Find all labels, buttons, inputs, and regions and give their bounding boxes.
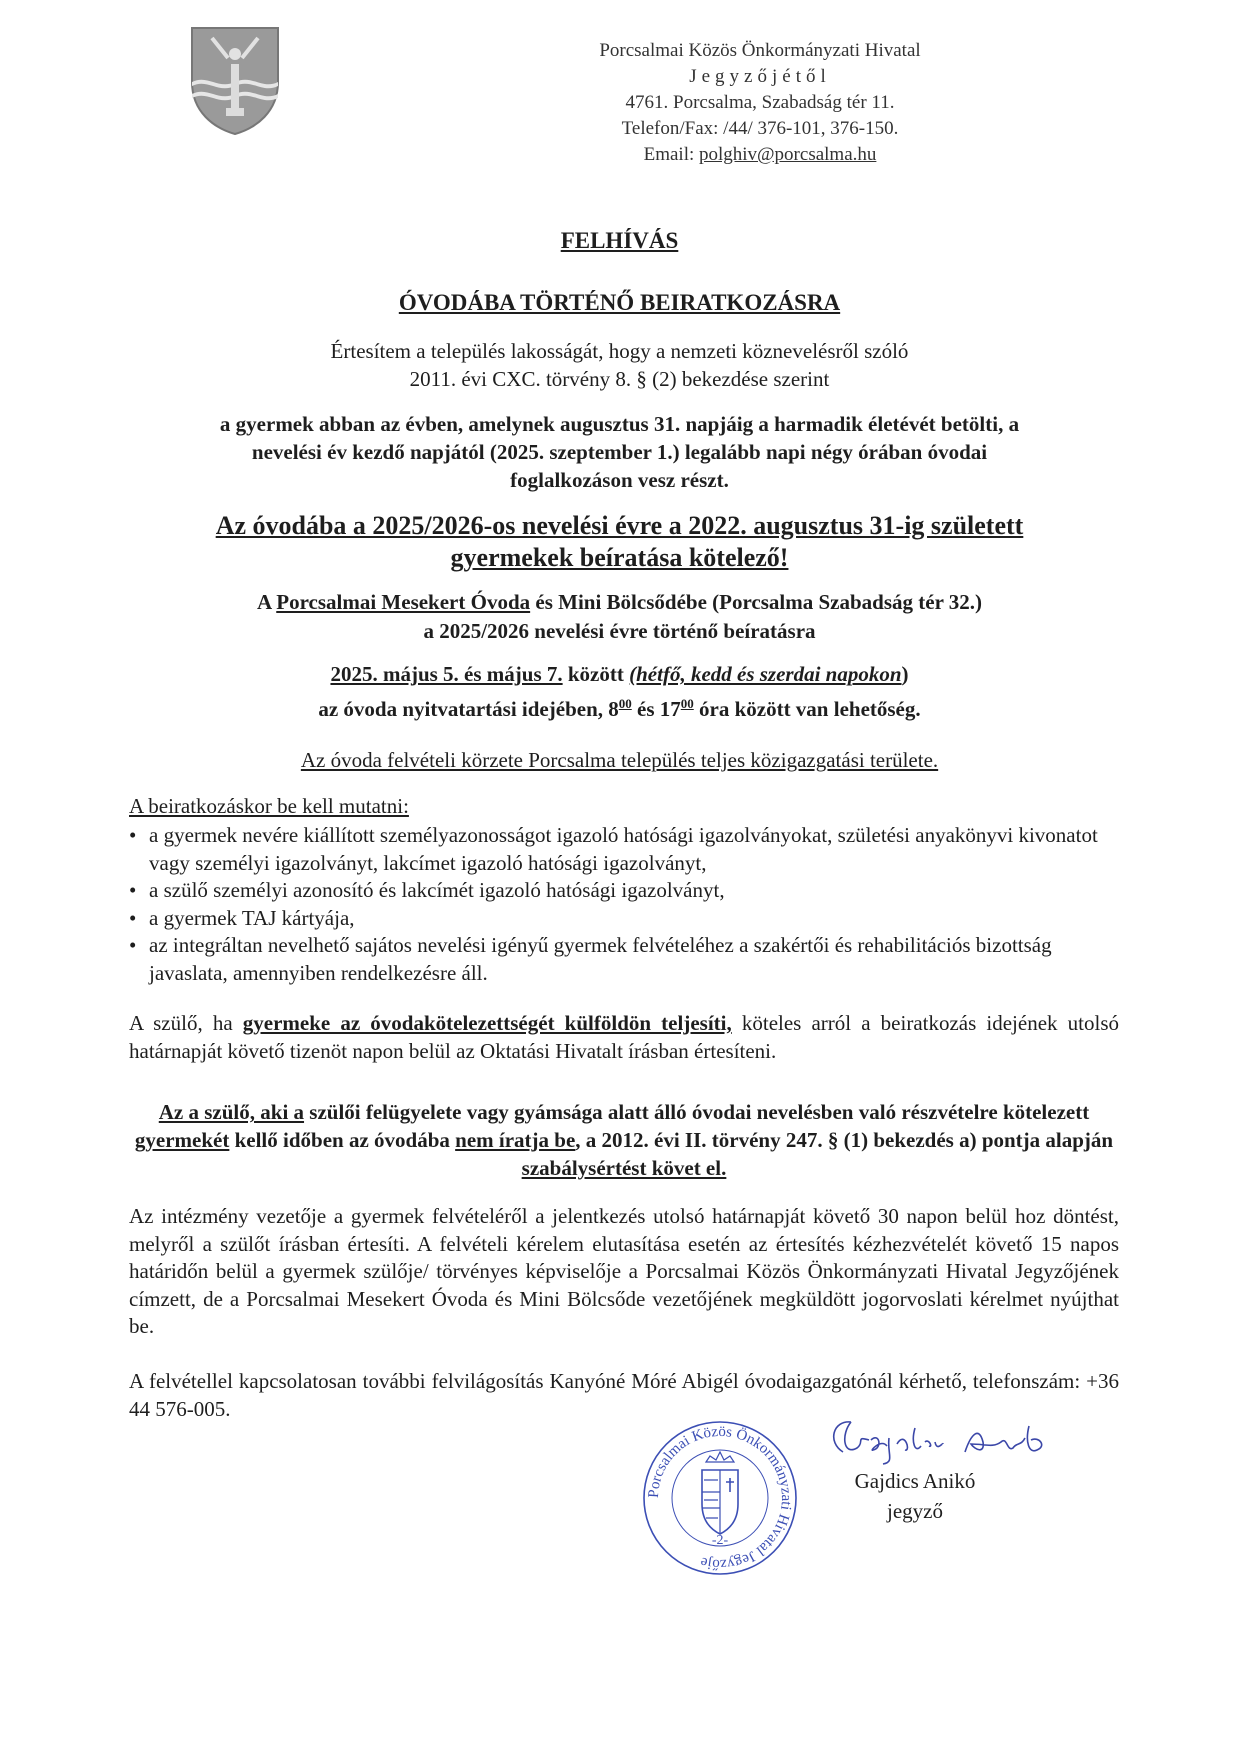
- rule-line-2: nevelési év kezdő napjától (2025. szeptember 1.) legalább napi négy órában óvodai: [251, 440, 988, 464]
- office-name: Porcsalmai Közös Önkormányzati Hivatal: [599, 40, 921, 61]
- office-from: Jegyzőjétől: [689, 66, 831, 87]
- email-link[interactable]: polghiv@porcsalma.hu: [699, 144, 877, 165]
- intro-line-2: 2011. évi CXC. törvény 8. § (2) bekezdése szerint: [409, 367, 830, 391]
- bullet-icon: •: [129, 878, 137, 902]
- office-email-line: [300, 142, 1220, 168]
- penalty-text-d: kellő időben az óvodába: [229, 1128, 456, 1152]
- mandatory-line-1: Az óvodába a 2025/2026-os nevelési évre a 2022. augusztus 31-ig született: [215, 511, 1024, 540]
- penalty-text-c: gyermekét: [134, 1128, 230, 1152]
- penalty-paragraph: [129, 1098, 1119, 1182]
- rule-paragraph: [0, 410, 1239, 494]
- rule-line-3: foglalkozáson vesz részt.: [510, 468, 729, 492]
- stamp-ring-text: Porcsalmai Közös Önkormányzati Hivatal Jegyzője: [645, 1423, 795, 1573]
- stamp-number: -2-: [711, 1533, 729, 1548]
- penalty-text-f: , a 2012. évi II. törvény 247. § (1) bekezdés a) pontja alapján: [575, 1128, 1114, 1152]
- hours-text-a: az óvoda nyitvatartási idejében, 8: [318, 697, 619, 721]
- district-notice: Az óvoda felvételi körzete Porcsalma település teljes közigazgatási területe.: [300, 748, 939, 772]
- notice-subtitle: ÓVODÁBA TÖRTÉNŐ BEIRATKOZÁSRA: [398, 290, 841, 315]
- date-days: (hétfő, kedd és szerdai napokon: [629, 662, 902, 686]
- dates-line-2: [0, 689, 1239, 724]
- list-item: [129, 822, 1129, 877]
- kindergarten-rest: és Mini Bölcsődébe (Porcsalma Szabadság tér 32.): [530, 590, 982, 614]
- signer-block: [830, 1466, 1000, 1526]
- bullet-icon: •: [129, 933, 137, 957]
- dates-line-1: [0, 660, 1239, 689]
- mandatory-line-2: gyermekek beíratása kötelező!: [450, 543, 789, 572]
- bullet-icon: •: [129, 823, 137, 847]
- kindergarten-paragraph: [0, 588, 1239, 646]
- rule-line-1: a gyermek abban az évben, amelynek augusztus 31. napjáig a harmadik életévét betölti, a: [219, 412, 1020, 436]
- requirements-heading: A beiratkozáskor be kell mutatni:: [129, 794, 409, 818]
- intro-paragraph: [0, 337, 1239, 393]
- office-address: 4761. Porcsalma, Szabadság tér 11.: [625, 92, 895, 113]
- date-close: ): [901, 662, 909, 686]
- penalty-text-b: szülői felügyelete vagy gyámsága alatt álló óvodai nevelésben való részvételre kötelezett: [304, 1100, 1090, 1124]
- list-item: [129, 932, 1129, 987]
- abroad-emphasis: gyermeke az óvodakötelezettségét külföldön teljesíti,: [242, 1011, 732, 1035]
- date-range: 2025. május 5. és május 7.: [330, 662, 563, 686]
- requirement-text: a szülő személyi azonosító és lakcímét igazoló hatósági igazolványt,: [149, 878, 725, 902]
- penalty-text-a: Az a szülő, aki a: [158, 1100, 305, 1124]
- handwritten-signature: [825, 1412, 1055, 1474]
- hours-start-minutes: 00: [618, 696, 632, 711]
- official-stamp-icon: [640, 1418, 800, 1578]
- requirement-text: a gyermek TAJ kártyája,: [149, 905, 355, 930]
- list-item: [129, 877, 1129, 905]
- mandatory-notice: [0, 510, 1239, 574]
- hours-text-b: és 17: [631, 697, 681, 721]
- dates-paragraph: [0, 660, 1239, 724]
- signer-name: Gajdics Anikó: [854, 1469, 976, 1493]
- abroad-text-a: A szülő, ha: [129, 1011, 243, 1035]
- contact-paragraph: A felvétellel kapcsolatosan további felvilágosítás Kanyóné Móré Abigél óvodaigazgatónál kérhető, telefonszám: +36 44 576-005.: [129, 1369, 1119, 1421]
- abroad-text-c: köteles arról a beiratkozás idejének utolsó határnapját követő tizenöt napon belül az Oktatási Hivatalt írásban értesíteni.: [129, 1011, 1119, 1063]
- kindergarten-line-1: [0, 588, 1239, 617]
- requirements-list: [129, 822, 1129, 987]
- intro-line-1: Értesítem a település lakosságát, hogy a nemzeti köznevelésről szóló: [330, 339, 909, 363]
- penalty-text-g: szabálysértést követ el.: [521, 1156, 727, 1180]
- list-item: [129, 905, 1129, 933]
- notice-title: FELHÍVÁS: [560, 228, 679, 253]
- kindergarten-prefix: A: [256, 590, 277, 614]
- decision-paragraph: Az intézmény vezetője a gyermek felvételéről a jelentkezés utolsó határnapját követő 30 napon belül hoz döntést, melyről a szülőt írásban értesíti. A felvételi kérelem elutasítása esetén az értesítés kézhezvételét követő 15 napos határidőn belül a gyermek szülője/ törvényes képviselője a Porcsalmai Közös Önkormányzati Hivatal Jegyzőjének címzett, de a Porcsalmai Mesekert Óvoda és Mini Bölcsőde vezetőjének megküldött jogorvoslati kérelmet nyújthat be.: [129, 1204, 1119, 1338]
- kindergarten-line-2: a 2025/2026 nevelési évre történő beíratásra: [423, 619, 816, 643]
- date-between: között: [562, 662, 630, 686]
- letterhead: [300, 38, 1220, 168]
- office-phone: Telefon/Fax: /44/ 376-101, 376-150.: [621, 118, 899, 139]
- coat-of-arms-icon: [188, 24, 282, 136]
- signer-role: jegyző: [887, 1499, 943, 1523]
- hours-text-c: óra között van lehetőség.: [693, 697, 921, 721]
- requirement-text: az integráltan nevelhető sajátos nevelési igényű gyermek felvételéhez a szakértői és rehabilitációs bizottság javaslata, amennyiben rendelkezésre áll.: [149, 933, 1052, 985]
- penalty-text-e: nem íratja be: [455, 1128, 576, 1152]
- bullet-icon: •: [129, 905, 137, 930]
- abroad-paragraph: [129, 1010, 1119, 1065]
- kindergarten-name: Porcsalmai Mesekert Óvoda: [276, 590, 531, 614]
- requirement-text: a gyermek nevére kiállított személyazonosságot igazoló hatósági igazolványokat, születési anyakönyvi kivonatot vagy személyi igazolványt, lakcímet igazoló hatósági igazolványt,: [149, 823, 1098, 875]
- email-label: Email:: [643, 144, 695, 165]
- hours-end-minutes: 00: [680, 696, 694, 711]
